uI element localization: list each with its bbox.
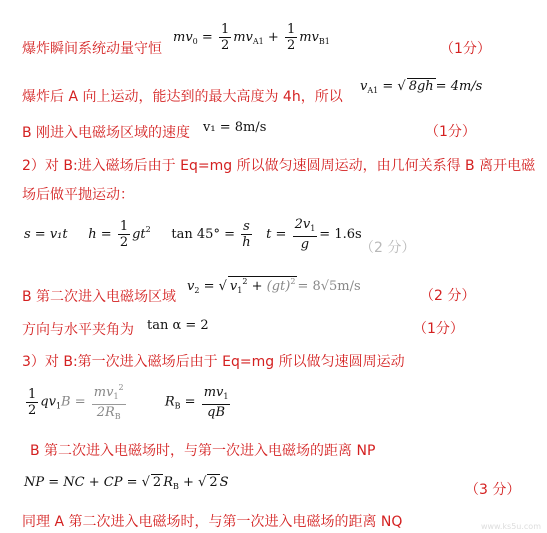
part3-intro-text: 3）对 B:第一次进入磁场后由于 Eq=mg 所以做匀速圆周运动 [22,354,405,370]
speed-a-value: = 4m/s [435,79,483,94]
score-4: （2 分） [420,288,476,304]
projectile-text: 场后做平抛运动： [22,187,134,203]
speed-a-equation: $v_{A1}$ = √ 8gh = 4m/s [360,79,483,95]
np-distance-text: B 第二次进入电磁场时，与第一次进入电磁场的距离 NP [30,443,376,459]
radius-formulas: $\frac{1}{2}$ $qv_1B$ = $\frac{mv_1^2}{2R_B}$ $R_B$ = $\frac{mv_1}{qB}$ [24,380,232,424]
np-equation: NP = NC + CP = √ 2 $R_B$ + √ 2 S [24,475,229,491]
kinematics-formulas: s = v₁t h = $\frac{1}{2}$ $gt^2$ tan 45° = $\frac{s}{h}$ t = $\frac{2v_1}{g}$ = 1.6s [24,217,362,252]
direction-text: 方向与水平夹角为 [22,322,134,338]
speed-b-text: B 刚进入电磁场区域的速度 [22,125,191,141]
speed-b-equation: v₁ = 8m/s [203,120,267,135]
momentum-lhs: mv [173,30,193,45]
score-3: （2 分） [360,240,416,256]
score-5: （1分） [413,321,464,337]
score-6: （3 分） [465,482,521,498]
watermark: www.ks5u.com [480,522,541,531]
v2-equation: $v_2$ = √ $v_1^2 + (gt)^2 = 8√5m/s$ [187,277,361,295]
nq-distance-text: 同理 A 第二次进入电磁场时，与第一次进入电磁场的距离 NQ [22,514,403,530]
tan-alpha-equation: tan α = 2 [147,318,209,333]
v2-value: = 8√5m/s [297,279,361,294]
tan45-label: tan 45° = [171,227,235,242]
momentum-conservation-text: 爆炸瞬间系统动量守恒 [22,41,162,57]
momentum-equation: $mv_0$ = $\frac{1}{2}$ $mv_{A1}$ + $\frac{1}{2}$ $mv_{B1}$ [173,22,330,53]
second-entry-text: B 第二次进入电磁场区域 [22,289,177,305]
np-lhs: NP = NC + CP = [24,475,138,490]
t-value: = 1.6s [319,227,362,242]
score-2: （1分） [425,124,476,140]
score-1: （1分） [440,41,491,57]
kinematics-s: s = v₁t [24,227,68,242]
part2-intro-text: 2）对 B:进入磁场后由于 Eq=mg 所以做匀速圆周运动，由几何关系得 B 离开电磁 [22,158,536,174]
explosion-a-text: 爆炸后 A 向上运动，能达到的最大高度为 4h，所以 [22,89,343,105]
